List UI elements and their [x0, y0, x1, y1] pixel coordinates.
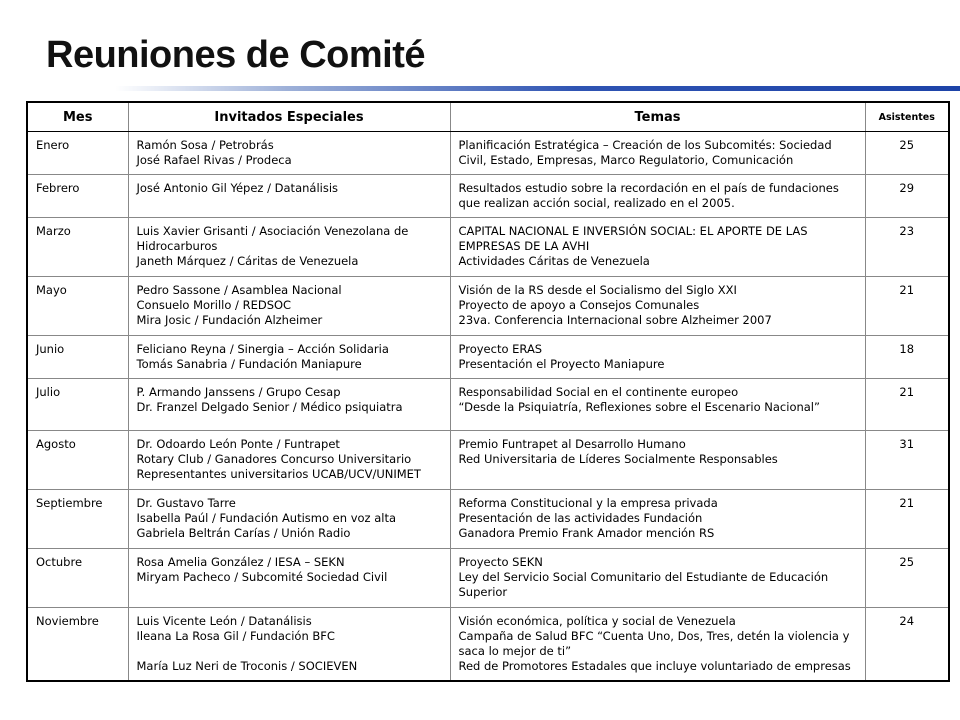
- invitados-line: Dr. Odoardo León Ponte / Funtrapet: [136, 437, 340, 451]
- cell-mes: Febrero: [27, 175, 128, 218]
- invitados-line: P. Armando Janssens / Grupo Cesap: [136, 385, 341, 399]
- cell-temas: [450, 608, 865, 682]
- invitados-line: Isabella Paúl / Fundación Autismo en voz alta: [136, 511, 397, 525]
- table-body: [27, 132, 949, 682]
- temas-line: Civil, Estado, Empresas, Marco Regulatorio, Comunicación: [458, 153, 794, 167]
- cell-asistentes: 21: [865, 490, 949, 549]
- temas-line: Proyecto de apoyo a Consejos Comunales: [458, 298, 700, 312]
- header-mes: Mes: [27, 102, 128, 132]
- invitados-line: José Antonio Gil Yépez / Datanálisis: [136, 181, 339, 195]
- invitados-line: Dr. Franzel Delgado Senior / Médico psiquiatra: [136, 400, 403, 414]
- cell-asistentes: 25: [865, 132, 949, 175]
- cell-invitados: [128, 608, 450, 682]
- temas-line: Premio Funtrapet al Desarrollo Humano: [458, 437, 686, 451]
- table-row: [27, 490, 949, 549]
- temas-line: EMPRESAS DE LA AVHI: [458, 239, 590, 253]
- invitados-line: Luis Vicente León / Datanálisis: [136, 614, 312, 628]
- temas-line: saca lo mejor de ti”: [458, 644, 572, 658]
- table-row: [27, 218, 949, 277]
- cell-invitados: [128, 549, 450, 608]
- cell-invitados: [128, 132, 450, 175]
- temas-line: “Desde la Psiquiatría, Reflexiones sobre el Escenario Nacional”: [458, 400, 820, 414]
- invitados-line: Dr. Gustavo Tarre: [136, 496, 236, 510]
- temas-line: Presentación de las actividades Fundación: [458, 511, 703, 525]
- cell-mes: Junio: [27, 336, 128, 379]
- table-row: [27, 379, 949, 431]
- cell-invitados: [128, 218, 450, 277]
- cell-asistentes: 18: [865, 336, 949, 379]
- cell-mes: Enero: [27, 132, 128, 175]
- invitados-line: Janeth Márquez / Cáritas de Venezuela: [136, 254, 359, 268]
- blank-line: [137, 644, 442, 659]
- table-header-row: [27, 102, 949, 132]
- temas-line: Visión económica, política y social de Venezuela: [458, 614, 736, 628]
- cell-temas: [450, 549, 865, 608]
- temas-line: Ganadora Premio Frank Amador mención RS: [458, 526, 715, 540]
- temas-line: Superior: [458, 585, 508, 599]
- invitados-line: Ileana La Rosa Gil / Fundación BFC: [136, 629, 335, 643]
- cell-mes: Octubre: [27, 549, 128, 608]
- committee-table-container: [26, 101, 950, 682]
- cell-asistentes: 31: [865, 431, 949, 490]
- temas-line: Red Universitaria de Líderes Socialmente Responsables: [458, 452, 778, 466]
- table-row: [27, 277, 949, 336]
- cell-mes: Septiembre: [27, 490, 128, 549]
- table-row: [27, 336, 949, 379]
- cell-asistentes: 23: [865, 218, 949, 277]
- table-row: [27, 132, 949, 175]
- cell-temas: [450, 336, 865, 379]
- cell-invitados: [128, 175, 450, 218]
- cell-asistentes: 21: [865, 379, 949, 431]
- invitados-line: Representantes universitarios UCAB/UCV/UNIMET: [136, 467, 421, 481]
- cell-temas: [450, 175, 865, 218]
- temas-line: que realizan acción social, realizado en el 2005.: [458, 196, 735, 210]
- cell-asistentes: 25: [865, 549, 949, 608]
- temas-line: Presentación el Proyecto Maniapure: [458, 357, 665, 371]
- header-temas: Temas: [450, 102, 865, 132]
- cell-temas: [450, 379, 865, 431]
- temas-line: Responsabilidad Social en el continente europeo: [458, 385, 739, 399]
- committee-meetings-table: [26, 101, 950, 682]
- table-row: [27, 608, 949, 682]
- temas-line: Red de Promotores Estadales que incluye voluntariado de empresas: [458, 659, 851, 673]
- cell-mes: Noviembre: [27, 608, 128, 682]
- invitados-line: Miryam Pacheco / Subcomité Sociedad Civil: [136, 570, 388, 584]
- temas-line: Campaña de Salud BFC “Cuenta Uno, Dos, Tres, detén la violencia y: [458, 629, 850, 643]
- invitados-line: Rotary Club / Ganadores Concurso Universitario: [136, 452, 412, 466]
- cell-invitados: [128, 379, 450, 431]
- title-underline: [0, 86, 960, 91]
- cell-invitados: [128, 336, 450, 379]
- invitados-line: Pedro Sassone / Asamblea Nacional: [136, 283, 342, 297]
- invitados-line: José Rafael Rivas / Prodeca: [136, 153, 292, 167]
- header-invitados: Invitados Especiales: [128, 102, 450, 132]
- cell-mes: Agosto: [27, 431, 128, 490]
- header-asistentes: Asistentes: [865, 102, 949, 132]
- cell-invitados: [128, 277, 450, 336]
- temas-line: Reforma Constitucional y la empresa privada: [458, 496, 718, 510]
- invitados-line: Ramón Sosa / Petrobrás: [136, 138, 274, 152]
- temas-line: Visión de la RS desde el Socialismo del Siglo XXI: [458, 283, 737, 297]
- temas-line: CAPITAL NACIONAL E INVERSIÓN SOCIAL: EL APORTE DE LAS: [458, 224, 808, 238]
- temas-line: 23va. Conferencia Internacional sobre Alzheimer 2007: [458, 313, 772, 327]
- cell-invitados: [128, 431, 450, 490]
- temas-line: Proyecto ERAS: [458, 342, 543, 356]
- temas-line: Planificación Estratégica – Creación de los Subcomités: Sociedad: [458, 138, 832, 152]
- invitados-line: Rosa Amelia González / IESA – SEKN: [136, 555, 345, 569]
- cell-temas: [450, 490, 865, 549]
- table-row: [27, 175, 949, 218]
- invitados-line: Mira Josic / Fundación Alzheimer: [136, 313, 323, 327]
- invitados-line: Consuelo Morillo / REDSOC: [136, 298, 292, 312]
- cell-asistentes: 29: [865, 175, 949, 218]
- cell-asistentes: 21: [865, 277, 949, 336]
- temas-line: Resultados estudio sobre la recordación en el país de fundaciones: [458, 181, 839, 195]
- cell-temas: [450, 218, 865, 277]
- table-row: [27, 549, 949, 608]
- invitados-line: Luis Xavier Grisanti / Asociación Venezolana de: [136, 224, 409, 238]
- cell-invitados: [128, 490, 450, 549]
- cell-temas: [450, 132, 865, 175]
- table-row: [27, 431, 949, 490]
- cell-mes: Marzo: [27, 218, 128, 277]
- invitados-line: Gabriela Beltrán Carías / Unión Radio: [136, 526, 351, 540]
- temas-line: Proyecto SEKN: [458, 555, 543, 569]
- cell-mes: Mayo: [27, 277, 128, 336]
- invitados-line: Feliciano Reyna / Sinergia – Acción Solidaria: [136, 342, 389, 356]
- temas-line: Actividades Cáritas de Venezuela: [458, 254, 650, 268]
- temas-line: Ley del Servicio Social Comunitario del Estudiante de Educación: [458, 570, 829, 584]
- invitados-line: María Luz Neri de Troconis / SOCIEVEN: [136, 659, 358, 673]
- cell-mes: Julio: [27, 379, 128, 431]
- cell-temas: [450, 431, 865, 490]
- invitados-line: Tomás Sanabria / Fundación Maniapure: [136, 357, 362, 371]
- cell-temas: [450, 277, 865, 336]
- cell-asistentes: 24: [865, 608, 949, 682]
- page-title: Reuniones de Comité: [46, 34, 425, 76]
- invitados-line: Hidrocarburos: [136, 239, 218, 253]
